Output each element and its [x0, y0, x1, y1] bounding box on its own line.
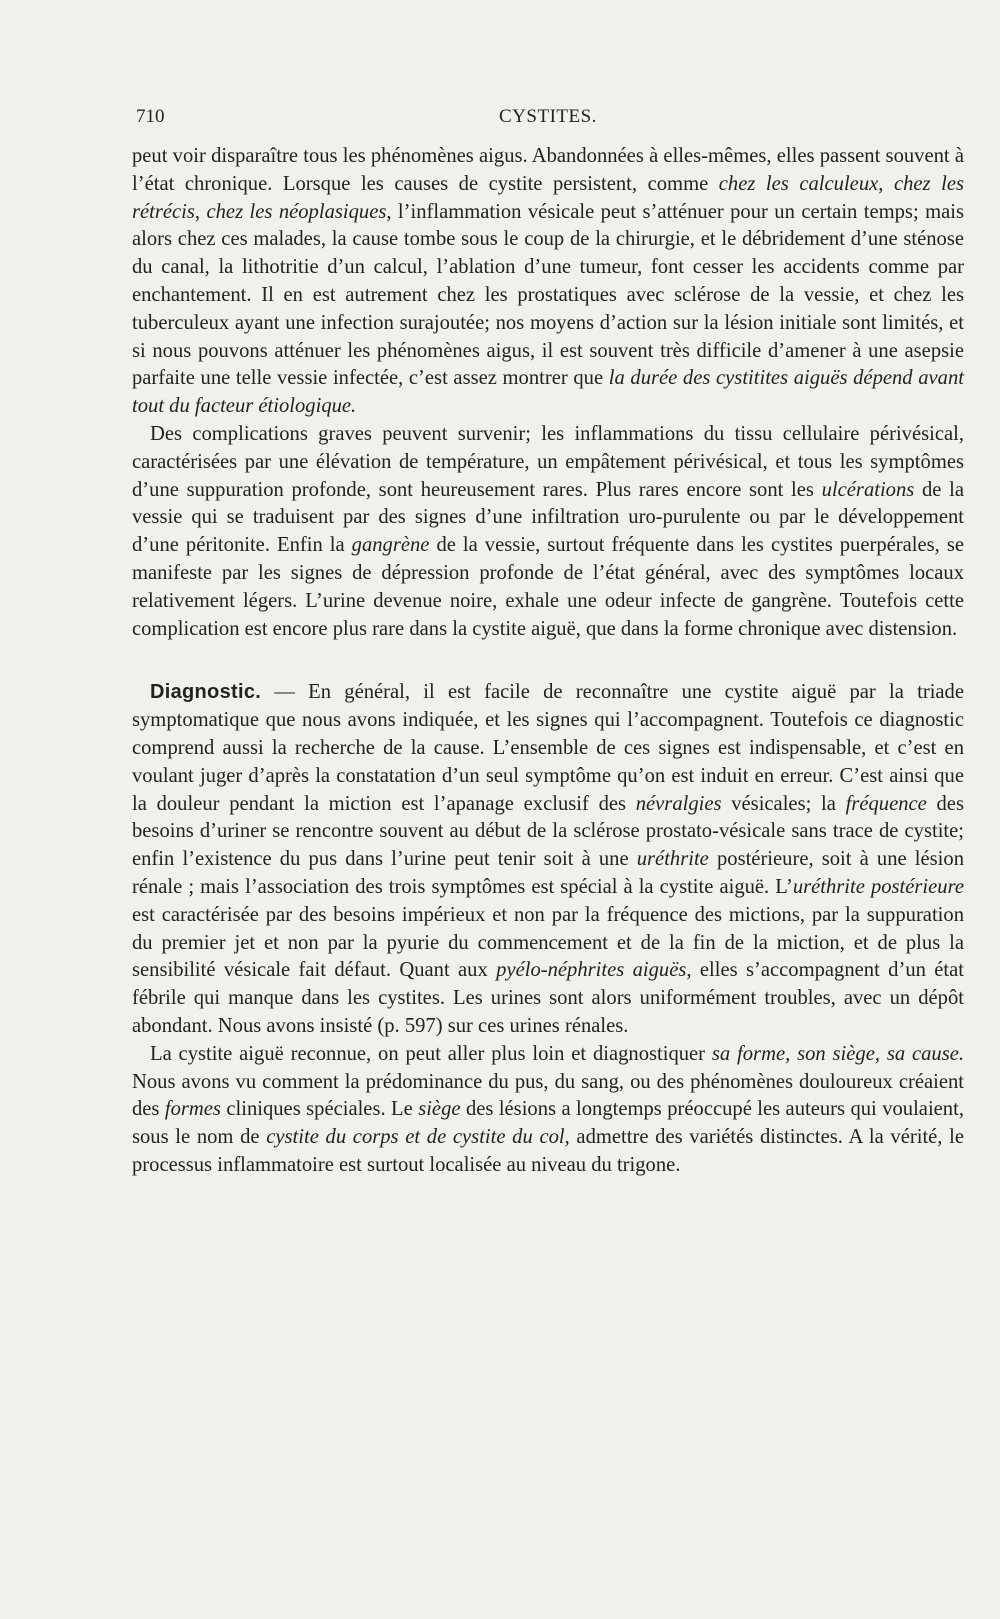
- paragraph-1: [132, 143, 964, 421]
- paragraph-diagnostic: [132, 679, 964, 1040]
- text-run: postérieure, soit à une lésion rénale ; mais l’association des trois symptômes est spécial à la cystite aiguë. L’: [132, 848, 964, 898]
- italic-run: la durée des cystitites aiguës dépend avant tout du facteur étiologique.: [132, 367, 964, 418]
- text-run: , elles s’accompagnent d’un état fébrile qui manque dans les cystites. Les urines sont alors uniformément troubles, avec un dépôt abondant. Nous avons insisté (p. 597) sur ces urines rénales.: [132, 959, 964, 1037]
- text-run: Des complications graves peuvent survenir; les inflammations du tissu cellulaire périvésical, caractérisées par une élévation de température, un empâtement périvésical, et tous les symptômes d’une suppuration profonde, sont heureusement rares. Plus rares encore sont les: [132, 422, 964, 501]
- italic-run: chez les calculeux: [718, 172, 879, 195]
- text-run: est caractérisée par des besoins impérieux et non par la fréquence des mictions, par la suppuration du premier jet et non par la pyurie du commencement et de la fin de la miction, et de plus la sensibilité vésicale fait défaut. Quant aux: [132, 903, 964, 982]
- text-run: , admettre des variétés distinctes. A la vérité, le processus inflammatoire est surtout localisée au niveau du trigone.: [132, 1126, 964, 1176]
- text-run: ,: [878, 172, 894, 195]
- text-run: Nous avons vu comment la prédominance du pus, du sang, ou des phénomènes douloureux créaient des: [132, 1070, 964, 1121]
- paragraph-4: [132, 1041, 964, 1180]
- text-run: peut voir disparaître tous les phénomènes aigus. Abandonnées à elles-mêmes, elles passent souvent à l’état chronique. Lorsque les causes de cystite persistent, comme: [132, 145, 964, 195]
- section-gap: [132, 643, 964, 679]
- text-run: vésicales; la: [721, 792, 846, 815]
- italic-run: chez les néoplasiques: [206, 200, 387, 223]
- text-run: de la vessie, surtout fréquente dans les cystites puerpérales, se manifeste par les signes de dépression profonde de l’état général, avec des symptômes locaux relativement légers. L’urine devenue noire, exhale une odeur infecte de gangrène. Toutefois cette complication est encore plus rare dans la cystite aiguë, que dans la forme chronique avec distension.: [132, 534, 964, 640]
- text-run: des besoins d’uriner se rencontre souvent au début de la sclérose prostato-vésicale sans trace de cystite; enfin l’existence du pus dans l’urine peut tenir soit à une: [132, 792, 964, 871]
- italic-run: pyélo-néphrites aiguës: [496, 959, 687, 982]
- text-run: — En général, il est facile de reconnaître une cystite aiguë par la triade symptomatique que nous avons indiquée, et les signes qui l’accompagnent. Toutefois ce diagnostic comprend aussi la recherche de la cause. L’ensemble de ces signes est indispensable, et c’est en voulant juger d’après la constatation d’un seul symptôme qu’on est induit en erreur. C’est ainsi que la douleur pendant la miction est l’apanage exclusif des: [132, 681, 964, 815]
- text-run: des lésions a longtemps préoccupé les auteurs qui voulaient, sous le nom de: [132, 1098, 964, 1149]
- paragraph-2: [132, 421, 964, 643]
- italic-run: formes: [164, 1098, 221, 1121]
- italic-run: uréthrite postérieure: [792, 875, 964, 898]
- italic-run: cystite du corps et de cystite du col: [266, 1126, 565, 1149]
- italic-run: fréquence: [845, 792, 927, 815]
- italic-run: uréthrite: [636, 848, 709, 871]
- text-run: La cystite aiguë reconnue, on peut aller plus loin et diagnostiquer: [150, 1042, 712, 1065]
- italic-run: sa forme, son siège, sa cause.: [711, 1042, 965, 1065]
- text-run: cliniques spéciales. Le: [220, 1098, 419, 1121]
- italic-run: névralgies: [635, 792, 722, 815]
- text-run: de la vessie qui se traduisent par des signes d’une infiltration uro-purulente ou par le développement d’une péritonite. Enfin la: [132, 478, 964, 557]
- running-title: CYSTITES.: [499, 106, 597, 127]
- page-header: [136, 106, 948, 134]
- section-heading-diagnostic: Diagnostic.: [150, 681, 262, 704]
- italic-run: chez les rétrécis: [132, 172, 964, 223]
- page-body: [132, 143, 964, 1180]
- italic-run: gangrène: [351, 534, 430, 557]
- italic-run: siège: [418, 1098, 461, 1121]
- text-run: , l’inflammation vésicale peut s’atténuer pour un certain temps; mais alors chez ces malades, la cause tombe sous le coup de la chirurgie, et le débridement d’une sténose du canal, la lithotritie d’un calcul, l’ablation d’une tumeur, font cesser les accidents comme par enchantement. Il en est autrement chez les prostatiques avec sclérose de la vessie, et chez les tuberculeux ayant une infection surajoutée; nos moyens d’action sur la lésion initiale sont limités, et si nous pouvons atténuer les phénomènes aigus, il est souvent très difficile d’amener à une asepsie parfaite une telle vessie infectée, c’est assez montrer que: [132, 200, 964, 390]
- italic-run: ulcérations: [821, 478, 915, 501]
- page-number: 710: [136, 106, 165, 127]
- text-run: ,: [194, 200, 207, 223]
